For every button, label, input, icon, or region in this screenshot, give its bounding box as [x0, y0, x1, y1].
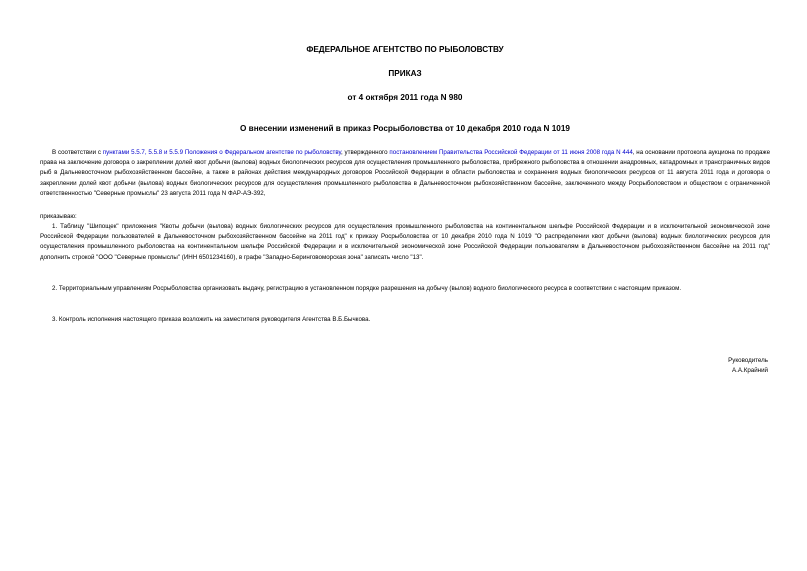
preamble-text-2: , утвержденного [341, 149, 390, 156]
document-date-number: от 4 октября 2011 года N 980 [347, 93, 463, 102]
document-subject: О внесении изменений в приказ Росрыболовства от 10 декабря 2010 года N 1019 [240, 124, 570, 133]
document-page [40, 0, 770, 571]
order-item-3: 3. Контроль исполнения настоящего приказа возложить на заместителя руководителя Агентства В.Б.Бычкова. [52, 316, 371, 323]
order-item-2: 2. Территориальным управлениям Росрыболовства организовать выдачу, регистрацию в установленном порядке разрешения на добычу (вылов) водного биологического ресурса в соответствии с настоящим приказом. [52, 285, 682, 292]
agency-title: ФЕДЕРАЛЬНОЕ АГЕНТСТВО ПО РЫБОЛОВСТВУ [306, 45, 504, 54]
signature-position: Руководитель [728, 357, 768, 364]
order-item-1: 1. Таблицу "Шипощек" приложения "Квоты добычи (вылова) водных биологических ресурсов для осуществления промышленного рыболовства на континентальном шельфе Российской Федерации и в исключительной экономической зоне Российской Федерации пользователей в Дальневосточном рыбохозяйственном бассейне на 2011 год" к приказу Росрыболовства от 10 декабря 2010 года N 1019 "О распределении квот добычи (вылова) водных биологических ресурсов для осуществления промышленного рыболовства на континентальном шельфе Российской Федерации и в исключительной экономической зоне Российской Федерации пользователям в Дальневосточном рыбохозяйственном бассейне на 2011 год" дополнить строкой "ООО "Северные промыслы" (ИНН 6501234160), в графе "Западно-Беринговоморская зона" записать число "13". [40, 223, 770, 261]
link-regulation-points[interactable]: пунктами 5.5.7, 5.5.8 и 5.5.9 Положения о Федеральном агентстве по рыболовству [102, 149, 342, 156]
document-type: ПРИКАЗ [388, 69, 422, 78]
signature-name: А.А.Крайний [732, 367, 768, 374]
preamble-text-3: , на основании протокола аукциона по продаже права на заключение договора о закреплении долей квот добычи (вылова) водных биологических ресурсов для осуществления промышленного рыболовства, прибрежного рыболовства в отношении анадромных, катадромных и трансграничных видов рыб в Дальневосточном рыбохозяйственном бассейне, а также в районах действия международных договоров Российской Федерации в области рыболовства и сохранения водных биологических ресурсов от 11 августа 2011 года и договора о закреплении долей квот добычи (вылова) водных биологических ресурсов для осуществления промышленного рыболовства в Дальневосточном рыбохозяйственном бассейне, заключенного между Росрыболовством и обществом с ограниченной ответственностью "Северные промыслы" 23 августа 2011 года N ФАР-АЭ-392, [40, 149, 771, 197]
order-word: приказываю: [40, 213, 77, 220]
preamble-paragraph [40, 148, 770, 199]
preamble-text-1: В соответствии с [52, 149, 103, 156]
link-government-decree[interactable]: постановлением Правительства Российской Федерации от 11 июня 2008 года N 444 [389, 149, 633, 156]
